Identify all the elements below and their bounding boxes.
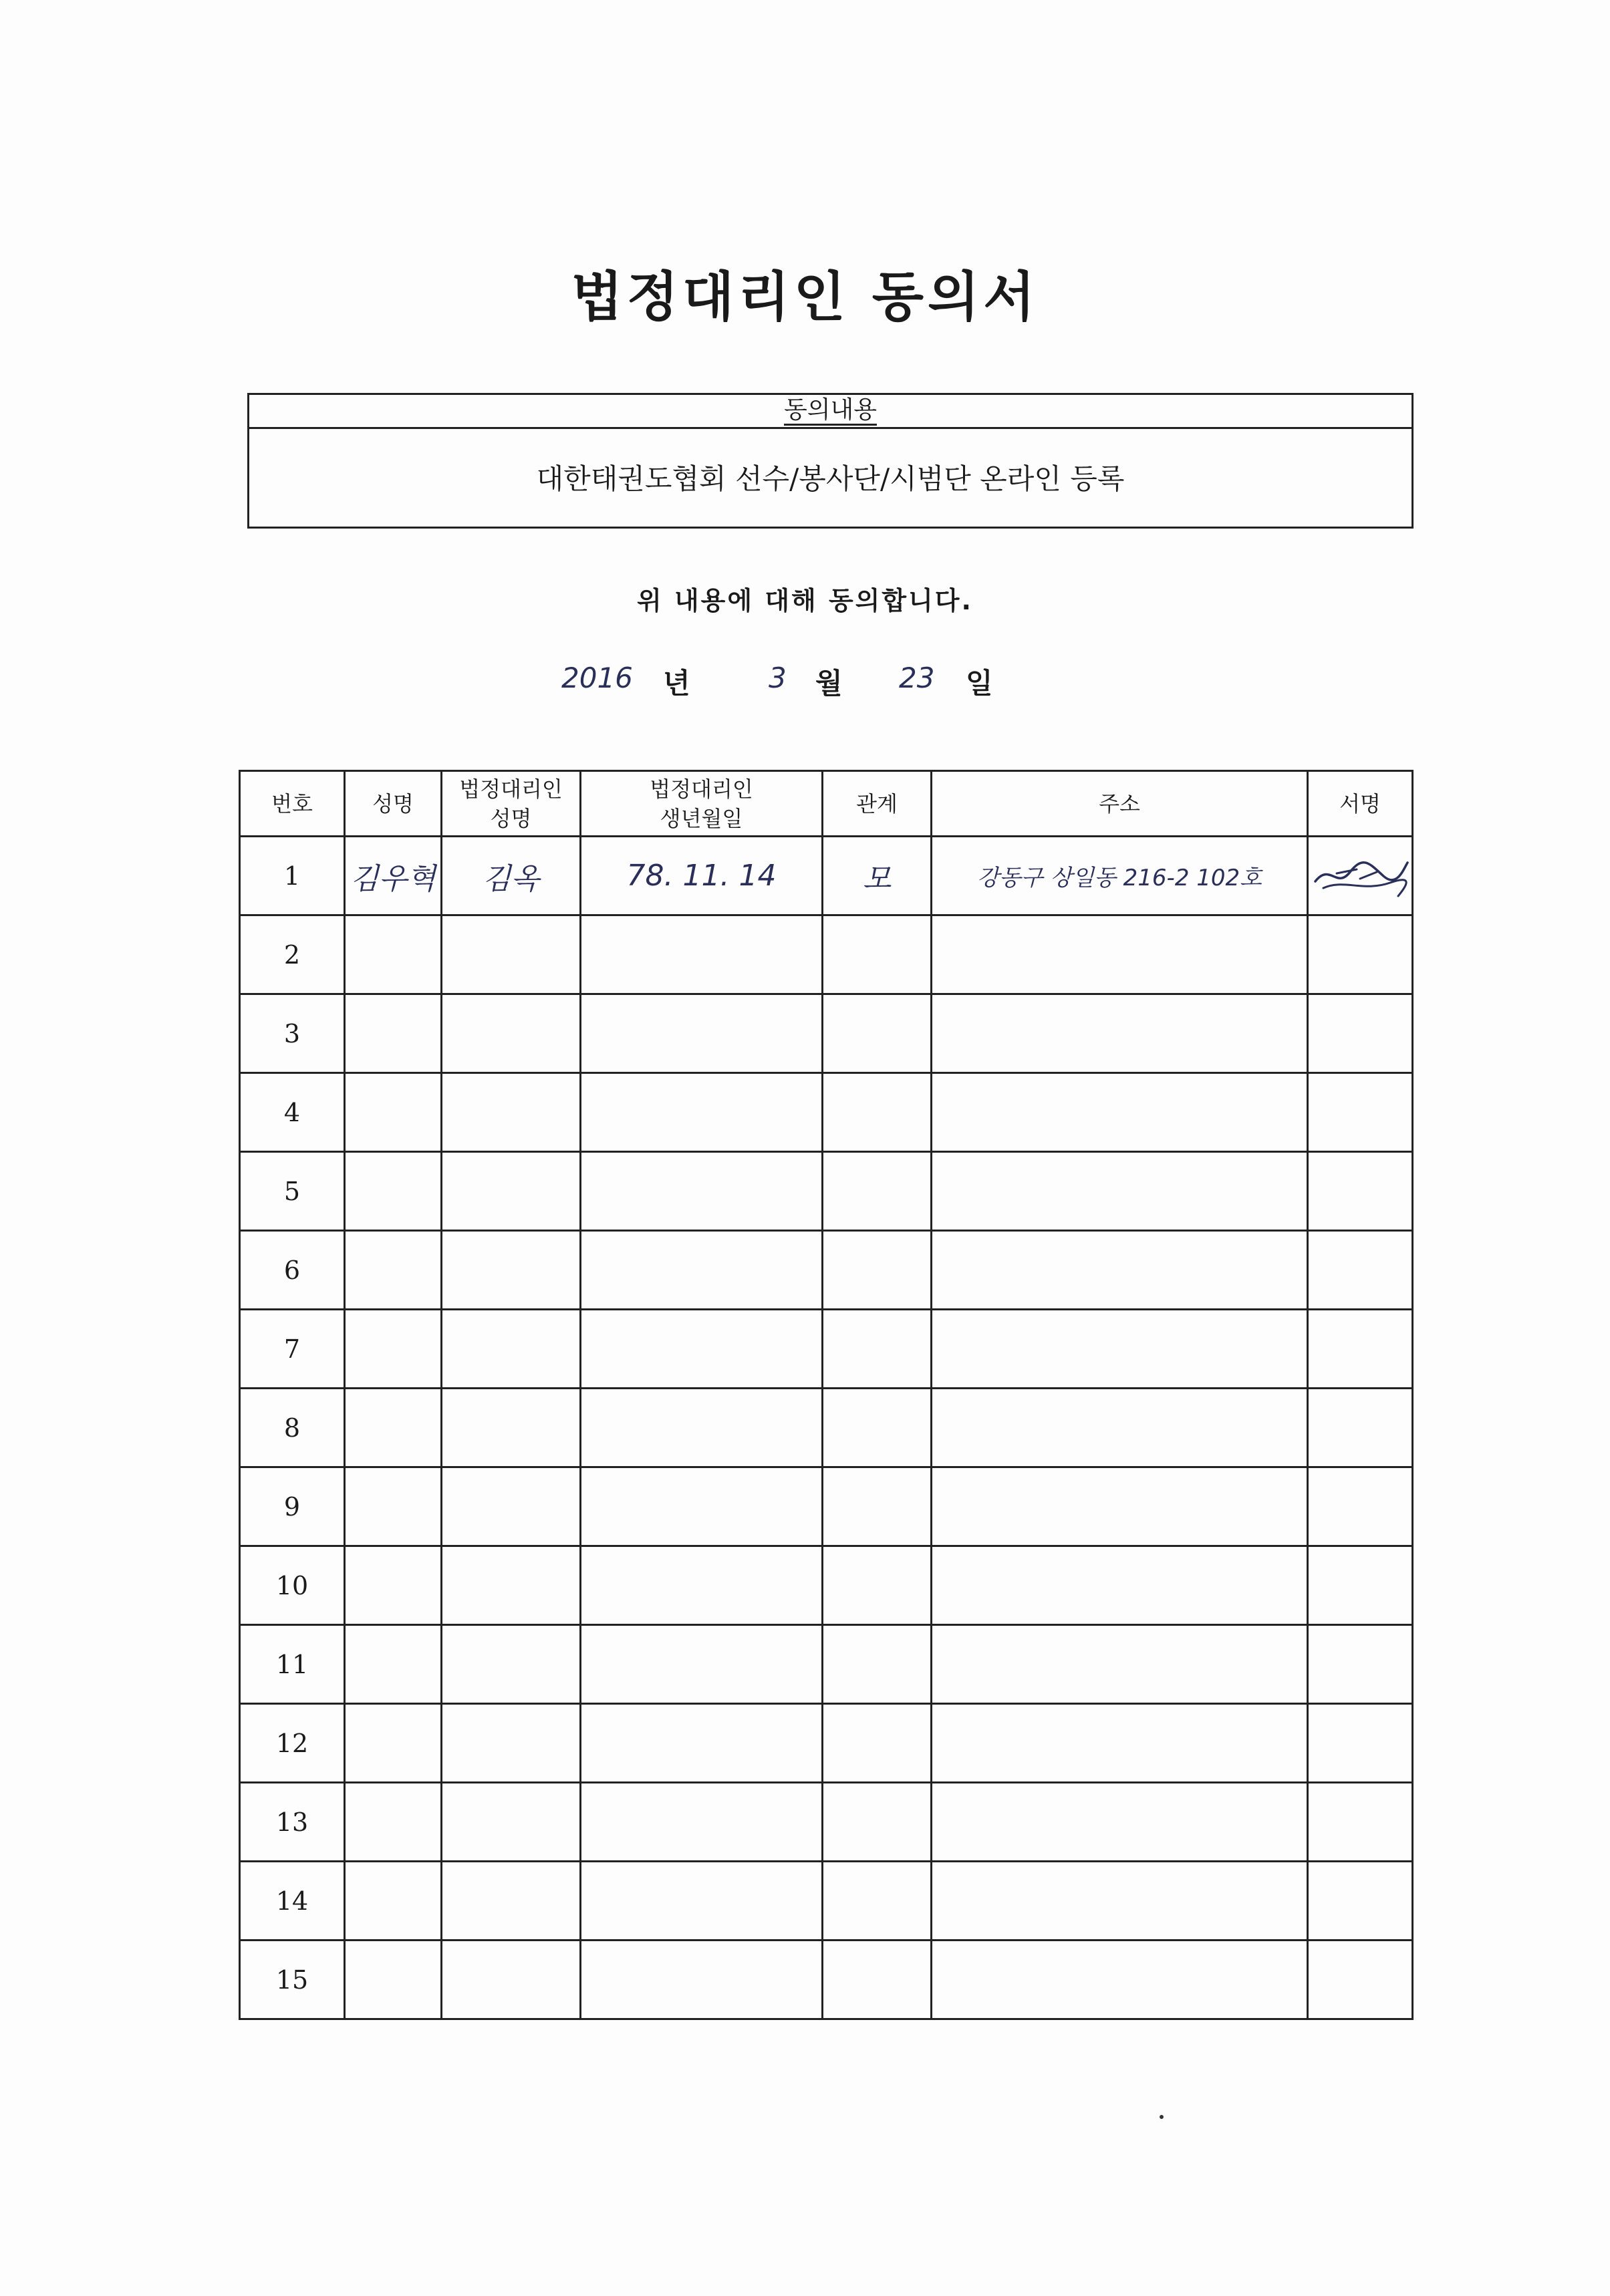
date-year: 2016	[561, 662, 633, 694]
cell-name	[345, 1152, 442, 1231]
cell-address	[932, 1073, 1308, 1152]
cell-guardian-name	[442, 1467, 581, 1546]
cell-signature	[1308, 1704, 1413, 1783]
cell-name	[345, 1546, 442, 1625]
cell-no: 5	[240, 1152, 345, 1231]
table-row	[240, 994, 1413, 1073]
header-relation: 관계	[823, 771, 932, 837]
cell-address: 강동구 상일동 216-2 102호	[932, 837, 1308, 915]
cell-signature	[1308, 1310, 1413, 1389]
cell-relation	[823, 1073, 932, 1152]
cell-no: 7	[240, 1310, 345, 1389]
cell-guardian-name	[442, 1310, 581, 1389]
header-guardian-name-line1: 법정대리인	[459, 776, 563, 802]
cell-name	[345, 1389, 442, 1467]
cell-name	[345, 1467, 442, 1546]
table-row	[240, 1862, 1413, 1941]
cell-guardian-name	[442, 1704, 581, 1783]
consent-content: 대한태권도협회 선수/봉사단/시범단 온라인 등록	[536, 462, 1125, 495]
cell-address	[932, 1231, 1308, 1310]
cell-guardian-name	[442, 1941, 581, 2019]
table-row	[240, 1941, 1413, 2019]
date-day-unit: 일	[966, 667, 993, 700]
cell-guardian-birth	[581, 1310, 823, 1389]
cell-signature	[1308, 994, 1413, 1073]
cell-no: 12	[240, 1704, 345, 1783]
consent-header	[249, 395, 1412, 429]
header-guardian-birth-line2: 생년월일	[660, 805, 743, 831]
cell-signature	[1308, 1389, 1413, 1467]
cell-signature	[1308, 1941, 1413, 2019]
cell-guardian-name	[442, 994, 581, 1073]
table-row	[240, 1546, 1413, 1625]
handwritten-signature-icon	[1310, 849, 1410, 903]
date-line	[0, 662, 1610, 708]
cell-relation	[823, 1467, 932, 1546]
cell-signature	[1308, 1467, 1413, 1546]
cell-relation	[823, 1546, 932, 1625]
table-row	[240, 1704, 1413, 1783]
cell-guardian-birth	[581, 1546, 823, 1625]
cell-signature	[1308, 837, 1413, 915]
cell-no: 6	[240, 1231, 345, 1310]
cell-name	[345, 1862, 442, 1941]
consent-box	[247, 393, 1414, 529]
cell-guardian-birth	[581, 1704, 823, 1783]
cell-guardian-name	[442, 1231, 581, 1310]
cell-no: 10	[240, 1546, 345, 1625]
cell-relation	[823, 1783, 932, 1862]
table-row	[240, 1783, 1413, 1862]
cell-guardian-birth	[581, 1073, 823, 1152]
header-guardian-name	[442, 771, 581, 837]
table-row	[240, 1467, 1413, 1546]
cell-address	[932, 1704, 1308, 1783]
cell-guardian-birth	[581, 1152, 823, 1231]
header-address: 주소	[932, 771, 1308, 837]
cell-guardian-birth	[581, 1467, 823, 1546]
cell-address	[932, 1862, 1308, 1941]
cell-no: 14	[240, 1862, 345, 1941]
cell-guardian-birth	[581, 994, 823, 1073]
cell-guardian-name	[442, 1152, 581, 1231]
cell-no: 8	[240, 1389, 345, 1467]
cell-guardian-name	[442, 1073, 581, 1152]
cell-guardian-name	[442, 1625, 581, 1704]
cell-relation	[823, 1704, 932, 1783]
cell-address	[932, 1467, 1308, 1546]
page-title: 법정대리인 동의서	[571, 266, 1039, 328]
cell-address	[932, 1625, 1308, 1704]
cell-signature	[1308, 1073, 1413, 1152]
cell-relation	[823, 1625, 932, 1704]
date-day: 23	[899, 662, 935, 694]
cell-guardian-birth	[581, 1783, 823, 1862]
cell-relation	[823, 1862, 932, 1941]
agreement-statement: 위 내용에 대해 동의합니다.	[637, 586, 973, 615]
cell-guardian-birth	[581, 1231, 823, 1310]
table-row	[240, 1073, 1413, 1152]
cell-no: 13	[240, 1783, 345, 1862]
cell-relation	[823, 1941, 932, 2019]
cell-relation	[823, 1389, 932, 1467]
cell-name	[345, 915, 442, 994]
cell-relation	[823, 1231, 932, 1310]
table-row	[240, 1625, 1413, 1704]
table-row	[240, 1310, 1413, 1389]
cell-guardian-birth	[581, 1941, 823, 2019]
table-row	[240, 915, 1413, 994]
cell-no: 1	[240, 837, 345, 915]
cell-relation	[823, 915, 932, 994]
cell-guardian-birth: 78. 11. 14	[581, 837, 823, 915]
cell-signature	[1308, 1783, 1413, 1862]
cell-guardian-birth	[581, 1862, 823, 1941]
roster-table	[239, 770, 1414, 2020]
cell-address	[932, 1546, 1308, 1625]
consent-header-label: 동의내용	[784, 396, 877, 426]
cell-relation: 모	[823, 837, 932, 915]
cell-name	[345, 1704, 442, 1783]
cell-signature	[1308, 915, 1413, 994]
cell-address	[932, 1152, 1308, 1231]
cell-guardian-name	[442, 1389, 581, 1467]
scan-speck	[1160, 2115, 1164, 2119]
cell-address	[932, 994, 1308, 1073]
cell-name	[345, 1941, 442, 2019]
header-no: 번호	[240, 771, 345, 837]
cell-name	[345, 1231, 442, 1310]
cell-no: 9	[240, 1467, 345, 1546]
cell-guardian-name	[442, 1862, 581, 1941]
table-row	[240, 1152, 1413, 1231]
cell-relation	[823, 994, 932, 1073]
cell-no: 3	[240, 994, 345, 1073]
header-name: 성명	[345, 771, 442, 837]
cell-name	[345, 994, 442, 1073]
cell-no: 15	[240, 1941, 345, 2019]
cell-address	[932, 1941, 1308, 2019]
cell-no: 4	[240, 1073, 345, 1152]
cell-guardian-birth	[581, 1389, 823, 1467]
cell-address	[932, 1310, 1308, 1389]
cell-guardian-birth	[581, 1625, 823, 1704]
table-row	[240, 1231, 1413, 1310]
cell-signature	[1308, 1862, 1413, 1941]
cell-name	[345, 1073, 442, 1152]
cell-name: 김우혁	[345, 837, 442, 915]
cell-address	[932, 1783, 1308, 1862]
cell-relation	[823, 1310, 932, 1389]
cell-guardian-name	[442, 1783, 581, 1862]
table-row	[240, 1389, 1413, 1467]
table-row	[240, 837, 1413, 915]
cell-name	[345, 1310, 442, 1389]
cell-signature	[1308, 1625, 1413, 1704]
header-signature: 서명	[1308, 771, 1413, 837]
date-month: 3	[769, 662, 787, 694]
header-guardian-name-line2: 성명	[490, 805, 532, 831]
cell-no: 2	[240, 915, 345, 994]
date-month-unit: 월	[815, 667, 843, 700]
header-guardian-birth	[581, 771, 823, 837]
header-guardian-birth-line1: 법정대리인	[650, 776, 753, 802]
cell-address	[932, 915, 1308, 994]
cell-guardian-birth	[581, 915, 823, 994]
cell-no: 11	[240, 1625, 345, 1704]
date-year-unit: 년	[663, 667, 690, 700]
cell-name	[345, 1783, 442, 1862]
table-header-row	[240, 771, 1413, 837]
cell-guardian-name	[442, 1546, 581, 1625]
cell-signature	[1308, 1546, 1413, 1625]
cell-name	[345, 1625, 442, 1704]
cell-address	[932, 1389, 1308, 1467]
cell-signature	[1308, 1152, 1413, 1231]
cell-guardian-name	[442, 915, 581, 994]
cell-guardian-name: 김옥	[442, 837, 581, 915]
cell-signature	[1308, 1231, 1413, 1310]
cell-relation	[823, 1152, 932, 1231]
